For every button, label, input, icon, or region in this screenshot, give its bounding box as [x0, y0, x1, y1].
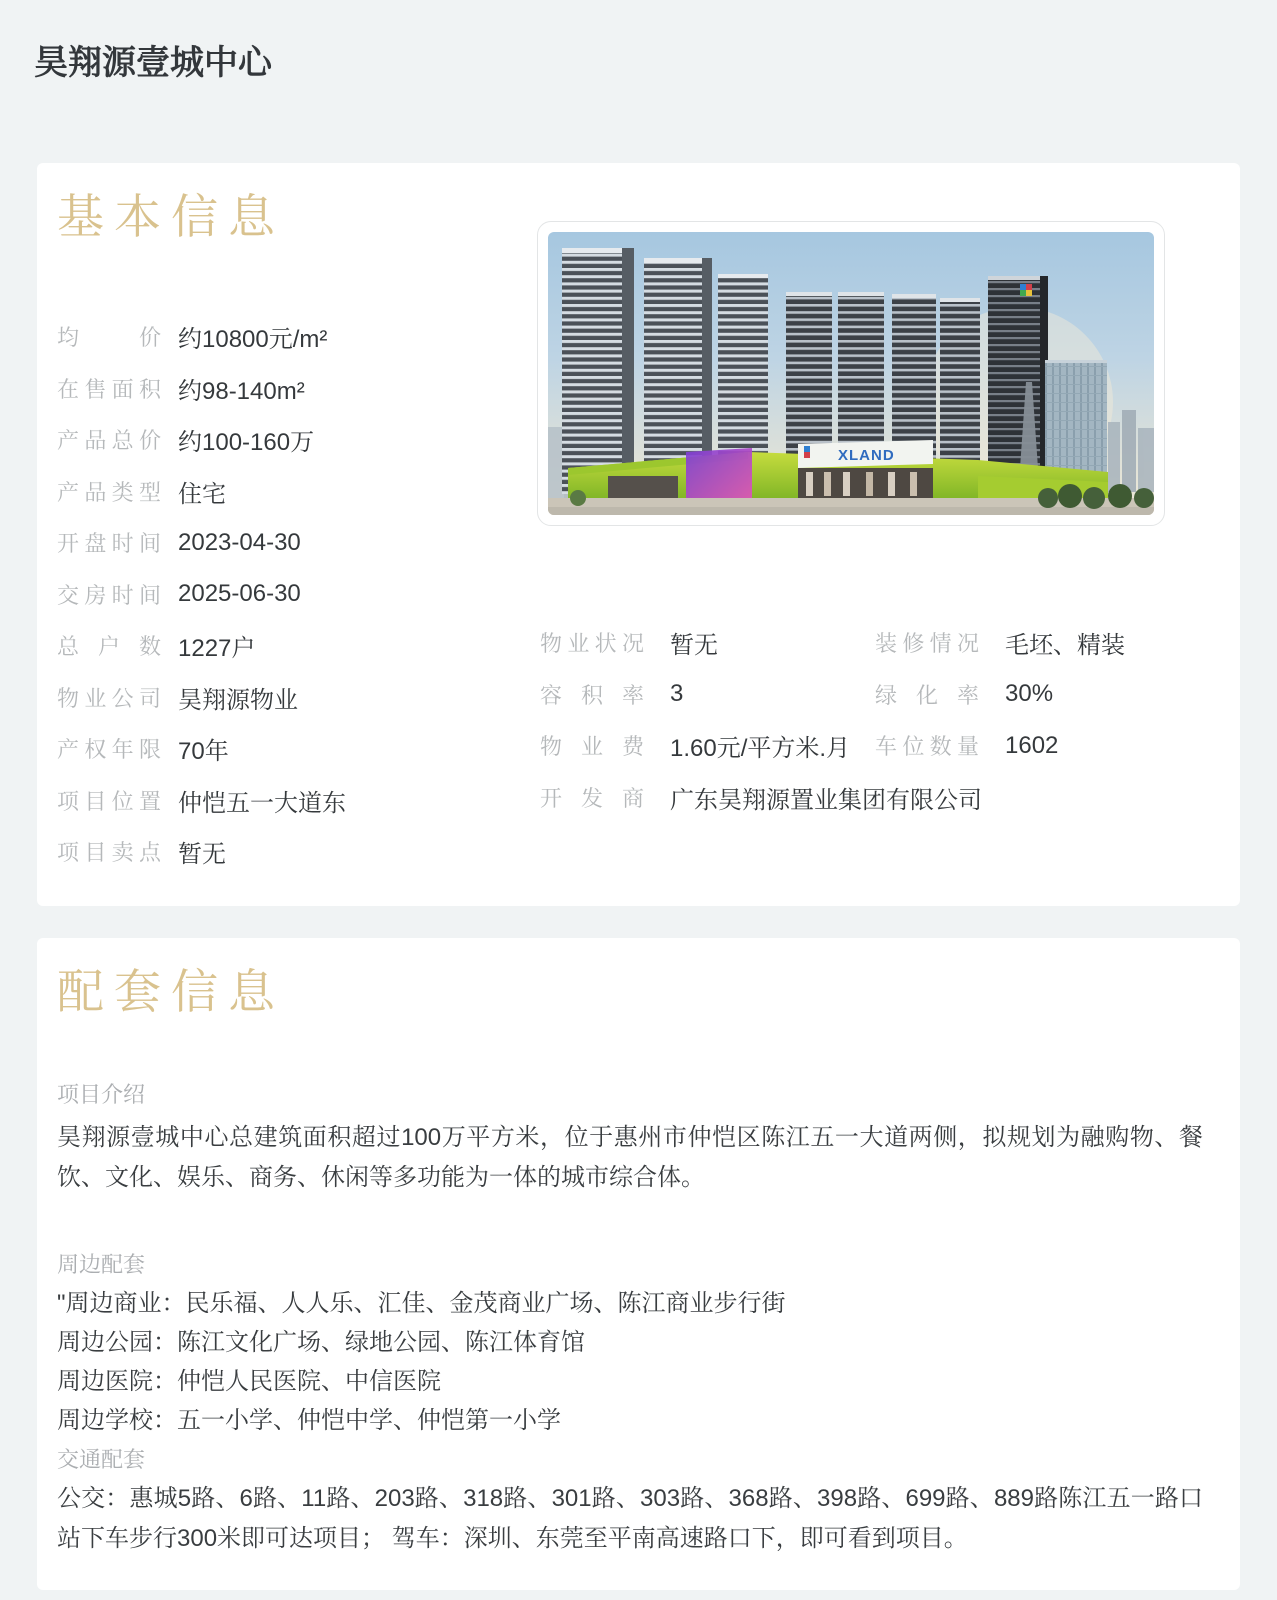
info-label: 车位数量 — [875, 734, 979, 760]
info-row-delivery-date — [57, 569, 527, 621]
info-label: 产权年限 — [57, 737, 161, 763]
info-label: 总户数 — [57, 634, 161, 660]
building-rendering-image — [548, 232, 1154, 515]
info-value: 暂无 — [178, 841, 226, 869]
info-value: 3 — [670, 680, 684, 708]
info-label: 物业公司 — [57, 685, 161, 711]
building-rendering-svg — [548, 232, 1154, 515]
facilities-card — [37, 938, 1240, 1590]
landmark-tower — [988, 276, 1048, 494]
info-label: 物业费 — [540, 734, 644, 760]
info-row-property-company — [57, 672, 527, 724]
basic-info-right-list — [540, 617, 1230, 823]
project-intro-text: 昊翔源壹城中心总建筑面积超过100万平方米，位于惠州市仲恺区陈江五一大道两侧，拟规划为融购物、餐饮、文化、娱乐、商务、休闲等多功能为一体的城市综合体。 — [57, 1124, 1203, 1191]
info-row-opening-date — [57, 517, 527, 569]
info-label: 物业状况 — [540, 631, 644, 657]
info-row-developer — [540, 772, 1230, 824]
info-label: 产品类型 — [57, 479, 161, 505]
info-row-total-price — [57, 414, 527, 466]
info-value: 昊翔源物业 — [178, 686, 298, 714]
info-value: 1.60元/平方米.月 — [670, 735, 851, 763]
info-label: 开盘时间 — [57, 531, 161, 557]
info-label: 容积率 — [540, 682, 644, 708]
info-row-project-location — [57, 775, 527, 827]
traffic-facilities-text: 公交：惠城5路、6路、11路、203路、318路、301路、303路、368路、398路、699路、889路陈江五一路口站下车步行300米即可达项目； 驾车：深圳、东莞至平南高速路口下，即可看到项目。 — [57, 1485, 1203, 1552]
info-value: 约10800元/m² — [178, 326, 328, 354]
tower-logo — [1020, 284, 1032, 296]
project-intro-label: 项目介绍 — [57, 1082, 146, 1107]
info-row-area-on-sale — [57, 363, 527, 415]
info-value: 住宅 — [178, 480, 226, 508]
surrounding-line-parks: 周边公园：陈江文化广场、绿地公园、陈江体育馆 — [57, 1329, 585, 1356]
info-row-plot-ratio-greening — [540, 669, 1230, 721]
info-label: 项目位置 — [57, 788, 161, 814]
info-value: 暂无 — [670, 632, 718, 660]
info-label: 均价 — [57, 325, 161, 351]
info-row-selling-points — [57, 826, 527, 878]
info-value: 约100-160万 — [178, 429, 315, 457]
info-value: 1227户 — [178, 635, 256, 663]
info-row-product-type — [57, 466, 527, 518]
info-value: 2023-04-30 — [178, 528, 301, 556]
info-label: 产品总价 — [57, 428, 161, 454]
surrounding-line-schools: 周边学校：五一小学、仲恺中学、仲恺第一小学 — [57, 1407, 561, 1434]
surrounding-line-business: "周边商业：民乐福、人人乐、汇佳、金茂商业广场、陈江商业步行街 — [57, 1290, 786, 1317]
info-row-average-price — [57, 311, 527, 363]
basic-info-section-title: 基本信息 — [57, 190, 285, 243]
info-value: 30% — [1005, 680, 1054, 708]
info-row-total-households — [57, 620, 527, 672]
info-value: 约98-140m² — [178, 377, 305, 405]
info-row-property-fee-parking — [540, 720, 1230, 772]
surrounding-facilities-text — [57, 1284, 1203, 1440]
mall-sign-text: XLAND — [838, 447, 895, 464]
info-label: 绿化率 — [875, 682, 979, 708]
info-value: 1602 — [1005, 731, 1059, 759]
info-label: 项目卖点 — [57, 840, 161, 866]
info-value: 广东昊翔源置业集团有限公司 — [670, 786, 982, 814]
info-value: 2025-06-30 — [178, 580, 301, 608]
surrounding-facilities-label: 周边配套 — [57, 1252, 146, 1277]
page-title: 昊翔源壹城中心 — [34, 44, 272, 82]
info-row-property-status-decoration — [540, 617, 1230, 669]
surrounding-line-hospitals: 周边医院：仲恺人民医院、中信医院 — [57, 1368, 441, 1395]
facilities-section-title: 配套信息 — [57, 965, 285, 1018]
info-value: 毛坯、精装 — [1005, 632, 1125, 660]
info-label: 装修情况 — [875, 631, 979, 657]
basic-info-left-list — [57, 311, 527, 878]
property-photo[interactable] — [537, 221, 1165, 526]
info-row-tenure-years — [57, 723, 527, 775]
basic-info-card — [37, 163, 1240, 906]
info-value: 仲恺五一大道东 — [178, 789, 346, 817]
traffic-facilities-label: 交通配套 — [57, 1447, 146, 1472]
info-label: 交房时间 — [57, 582, 161, 608]
info-label: 开发商 — [540, 785, 644, 811]
info-value: 70年 — [178, 738, 229, 766]
info-label: 在售面积 — [57, 376, 161, 402]
